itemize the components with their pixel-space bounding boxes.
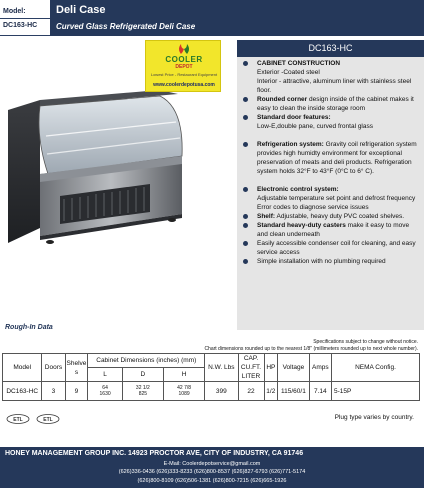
- logo-brand: COOLER: [165, 55, 203, 64]
- spec-item-title: Electronic control system:: [257, 186, 339, 193]
- bullet-icon: [243, 214, 248, 219]
- contact-email: E-Mail: Coolerdepotservice@gmail.com: [163, 461, 261, 467]
- spec-item-title: Standard door features:: [257, 114, 331, 121]
- cooler-depot-logo: [145, 40, 221, 92]
- length-inches: 64: [102, 385, 108, 391]
- cell-hp: 1/2: [264, 382, 278, 401]
- title-bar: [50, 0, 424, 36]
- bullet-icon: [243, 115, 248, 120]
- spec-item: [237, 140, 424, 176]
- spec-item: [237, 113, 424, 122]
- cell-voltage: 115/60/1: [278, 382, 310, 401]
- col-shelves: Shelve s: [65, 354, 88, 382]
- spec-item: [237, 212, 424, 221]
- spec-item: [237, 95, 424, 113]
- col-capacity: CAP. CU.FT. LITER: [238, 354, 264, 382]
- spec-item-text: Interior - attractive, aluminum liner with stainless steel floor.: [257, 78, 412, 94]
- spec-item-text: Exterior -Coated steel: [257, 69, 320, 76]
- col-length: L: [88, 368, 122, 382]
- company-address: HONEY MANAGEMENT GROUP INC. 14923 PROCTOR AVE, CITY OF INDUSTRY, CA 91746: [5, 450, 304, 457]
- cell-height: [163, 382, 204, 401]
- depth-inches: 32 1/2: [135, 385, 150, 391]
- bullet-icon: [243, 61, 248, 66]
- col-amps: Amps: [309, 354, 331, 382]
- svg-text:ETL: ETL: [43, 417, 53, 423]
- spec-item-text: Gravity coil refrigeration system provides high humidty environment for exceptional preservation of meats and deli products. Refrigeration system holds 32°F to 43°F (0°C to 6° C).: [257, 141, 417, 175]
- table-row: [3, 382, 420, 401]
- spec-item-title: CABINET CONSTRUCTION: [257, 60, 341, 67]
- rounding-note: Chart dimensions rounded up to the nearest 1/8" (millimeters rounded up to next whole number).: [204, 346, 418, 352]
- spec-item-text: make it easy to move and clean underneath: [257, 222, 410, 238]
- spec-item: [237, 221, 424, 239]
- logo-url: www.coolerdepotusa.com: [153, 82, 215, 88]
- logo-depot: DEPOT: [175, 64, 193, 70]
- spec-item-text: design inside of the cabinet makes it easy to clean the inside storage room: [257, 96, 414, 112]
- deli-case-image: [0, 78, 188, 248]
- cell-shelves: 9: [65, 382, 88, 401]
- spec-item: [237, 257, 424, 266]
- col-voltage: Voltage: [278, 354, 310, 382]
- spec-heading: DC163-HC: [237, 40, 424, 57]
- page-header: [0, 0, 424, 36]
- model-code: DC163-HC: [3, 22, 38, 29]
- spec-item: [237, 59, 424, 68]
- col-height: H: [163, 368, 204, 382]
- spacer: [237, 131, 424, 140]
- spec-item: [237, 194, 424, 203]
- bullet-icon: [243, 259, 248, 264]
- spec-item-title: Refrigeration system:: [257, 141, 324, 148]
- spec-item-title: Rounded corner: [257, 96, 308, 103]
- col-nema: NEMA Config.: [332, 354, 420, 382]
- spacer: [237, 176, 424, 185]
- height-mm: 1089: [178, 391, 190, 397]
- page-title: Deli Case: [56, 4, 106, 16]
- flame-snowflake-icon: [176, 43, 192, 55]
- bullet-icon: [243, 187, 248, 192]
- plug-note: Plug type varies by country.: [334, 414, 414, 421]
- cell-nema: 5-15P: [332, 382, 420, 401]
- cell-weight: 399: [205, 382, 238, 401]
- logo-tagline: Lowest Price - Restaurant Equipment: [150, 72, 218, 77]
- spec-item-text: Easily accessible condenser coil for cleaning, and easy service access: [257, 240, 416, 256]
- bullet-icon: [243, 241, 248, 246]
- spec-panel: [237, 40, 424, 330]
- bullet-icon: [243, 223, 248, 228]
- cell-length: [88, 382, 122, 401]
- dimensions-table: [2, 353, 420, 401]
- spec-item-text: Error codes to diagnose service issues: [257, 204, 369, 211]
- spec-item: [237, 122, 424, 131]
- phone-numbers-2: (626)800-8109 (626)506-1381 (626)800-7215 (626)665-1926: [137, 478, 287, 484]
- col-hp: HP: [264, 354, 278, 382]
- cell-doors: 3: [42, 382, 65, 401]
- spec-item: [237, 239, 424, 257]
- model-box: [0, 0, 50, 36]
- col-dimensions: Cabinet Dimensions (inches) (mm): [88, 354, 205, 368]
- spec-item-text: Adjustable, heavy duty PVC coated shelves.: [275, 213, 405, 220]
- spec-change-note: Specifications subject to change without notice.: [313, 339, 418, 345]
- model-label: Model:: [3, 8, 26, 15]
- page-footer: [0, 447, 424, 488]
- spec-item-title: Standard heavy-duty casters: [257, 222, 346, 229]
- spec-item-title: Shelf:: [257, 213, 276, 220]
- cell-amps: 7.14: [309, 382, 331, 401]
- spec-item: [237, 203, 424, 212]
- spec-item: [237, 68, 424, 77]
- svg-text:ETL: ETL: [13, 417, 23, 423]
- spec-item-text: Adjustable temperature set point and defrost frequency: [257, 195, 416, 202]
- spec-list: [237, 59, 424, 266]
- phone-numbers-1: (626)336-0436 (626)333-8233 (626)800-8537 (626)827-6793 (626)771-5174: [118, 469, 306, 475]
- cell-model: DC163-HC: [3, 382, 42, 401]
- cell-capacity: 22: [238, 382, 264, 401]
- height-inches: 42 7/8: [177, 385, 192, 391]
- spec-item: [237, 77, 424, 95]
- cell-depth: [122, 382, 163, 401]
- spec-item: [237, 185, 424, 194]
- page-subtitle: Curved Glass Refrigerated Deli Case: [56, 22, 196, 31]
- divider: [0, 18, 50, 19]
- depth-mm: 825: [138, 391, 148, 397]
- spec-item-text: Low-E,double pane, curved frontal glass: [257, 123, 373, 130]
- spec-item-text: Simple installation with no plumbing required: [257, 258, 386, 265]
- col-doors: Doors: [42, 354, 65, 382]
- bullet-icon: [243, 97, 248, 102]
- rough-in-heading: Rough-In Data: [5, 324, 53, 331]
- col-model: Model: [3, 354, 42, 382]
- length-mm: 1630: [99, 391, 111, 397]
- bullet-icon: [243, 142, 248, 147]
- col-weight: N.W. Lbs: [205, 354, 238, 382]
- col-depth: D: [122, 368, 163, 382]
